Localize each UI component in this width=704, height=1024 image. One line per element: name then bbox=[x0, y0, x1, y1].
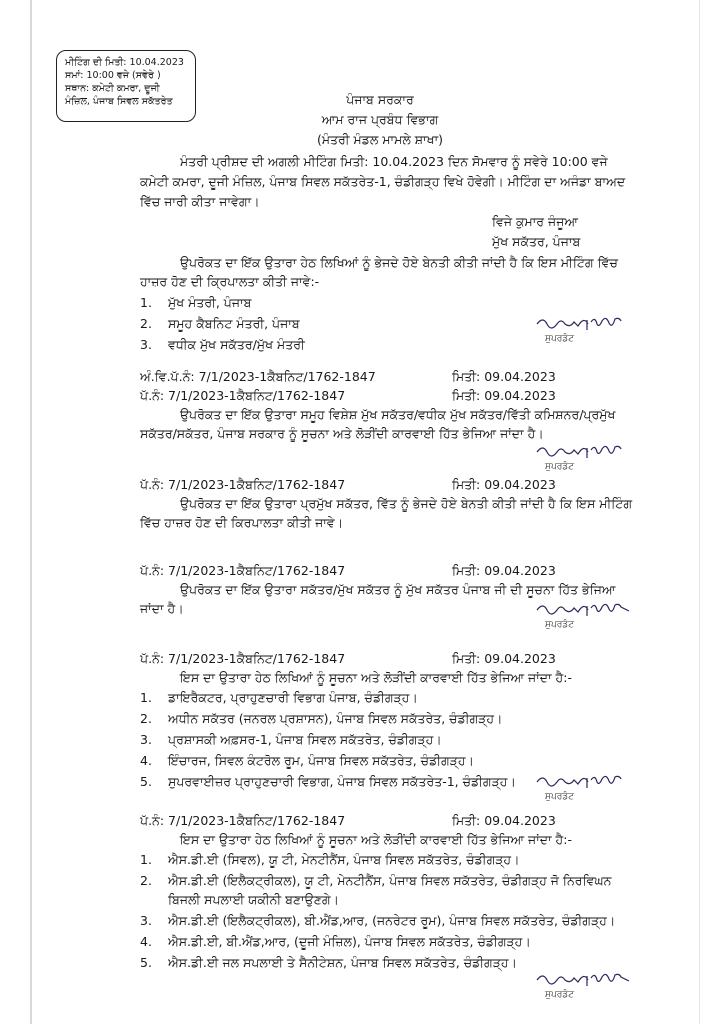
section3-date: ਮਿਤੀ: 09.04.2023 bbox=[452, 477, 556, 492]
document-header bbox=[280, 90, 480, 150]
section5-ref: ਪੱ.ਨੰ: 7/1/2023-1ਕੈਬਨਿਟ/1762-1847 bbox=[140, 651, 346, 666]
list-item: 5. ਐਸ.ਡੀ.ਈ ਜਲ ਸਪਲਾਈ ਤੇ ਸੈਨੀਟੇਸ਼ਨ, ਪੰਜਾਬ ਸਿਵਲ ਸਕੱਤਰੇਤ, ਚੰਡੀਗੜ੍ਹ। bbox=[140, 955, 517, 970]
section2-ref-1: ਅੰ.ਵਿ.ਪੱ.ਨੰ: 7/1/2023-1ਕੈਬਨਿਟ/1762-1847 bbox=[140, 369, 376, 384]
section2-date-2: ਮਿਤੀ: 09.04.2023 bbox=[452, 388, 556, 403]
header-government: ਪੰਜਾਬ ਸਰਕਾਰ bbox=[346, 92, 414, 107]
section5-date: ਮਿਤੀ: 09.04.2023 bbox=[452, 651, 556, 666]
section2-date-1: ਮਿਤੀ: 09.04.2023 bbox=[452, 369, 556, 384]
meeting-info-box bbox=[56, 50, 196, 122]
list-item: 5. ਸੁਪਰਵਾਈਜ਼ਰ ਪ੍ਰਾਹੁਣਚਾਰੀ ਵਿਭਾਗ, ਪੰਜਾਬ ਸਿਵਲ ਸਕੱਤਰੇਤ-1, ਚੰਡੀਗੜ੍ਹ। bbox=[140, 774, 516, 789]
list-item: 3. ਐਸ.ਡੀ.ਈ (ਇਲੈਕਟ੍ਰੀਕਲ), ਬੀ.ਐਂਡ,ਆਰ, (ਜਨਰੇਟਰ ਰੂਮ), ਪੰਜਾਬ ਸਿਵਲ ਸਕੱਤਰੇਤ, ਚੰਡੀਗੜ੍ਹ। bbox=[140, 913, 616, 928]
section3-line-2: ਵਿੱਚ ਹਾਜ਼ਰ ਹੋਣ ਦੀ ਕਿਰਪਾਲਤਾ ਕੀਤੀ ਜਾਵੇ। bbox=[140, 515, 344, 530]
header-branch: (ਮੰਤਰੀ ਮੰਡਲ ਮਾਮਲੇ ਸ਼ਾਖਾ) bbox=[316, 132, 444, 147]
superintendent-label: ਸੁਪਰਡੰਟ bbox=[545, 334, 574, 344]
section2-ref-2: ਪੱ.ਨੰ: 7/1/2023-1ਕੈਬਨਿਟ/1762-1847 bbox=[140, 388, 346, 403]
section5-line-1: ਇਸ ਦਾ ਉਤਾਰਾ ਹੇਠ ਲਿਖਿਆਂ ਨੂੰ ਸੂਚਨਾ ਅਤੇ ਲੋੜੀਂਦੀ ਕਾਰਵਾਈ ਹਿੱਤ ਭੇਜਿਆ ਜਾਂਦਾ ਹੈ:- bbox=[180, 670, 572, 685]
superintendent-label: ਸੁਪਰਡੰਟ bbox=[545, 462, 574, 472]
section1-line-1: ਉਪਰੋਕਤ ਦਾ ਇੱਕ ਉਤਾਰਾ ਹੇਠ ਲਿਖਿਆਂ ਨੂੰ ਭੇਜਦੇ ਹੋਏ ਬੇਨਤੀ ਕੀਤੀ ਜਾਂਦੀ ਹੈ ਕਿ ਇਸ ਮੀਟਿੰਗ ਵਿੱਚ bbox=[180, 255, 618, 270]
intro-line-1: ਮੰਤਰੀ ਪ੍ਰੀਸ਼ਦ ਦੀ ਅਗਲੀ ਮੀਟਿੰਗ ਮਿਤੀ: 10.04.2023 ਦਿਨ ਸੋਮਵਾਰ ਨੂੰ ਸਵੇਰੇ 10:00 ਵਜੇ bbox=[180, 154, 608, 169]
section6-ref: ਪੱ.ਨੰ: 7/1/2023-1ਕੈਬਨਿਟ/1762-1847 bbox=[140, 813, 346, 828]
list-item: 1. ਮੁੱਖ ਮੰਤਰੀ, ਪੰਜਾਬ bbox=[140, 295, 252, 310]
header-department: ਆਮ ਰਾਜ ਪ੍ਰਬੰਧ ਵਿਭਾਗ bbox=[321, 112, 439, 127]
list-item: 2. ਐਸ.ਡੀ.ਈ (ਇਲੈਕਟ੍ਰੀਕਲ), ਯੂ ਟੀ, ਮੇਨਟੀਨੈਂਸ, ਪੰਜਾਬ ਸਿਵਲ ਸਕੱਤਰੇਤ, ਚੰਡੀਗੜ੍ਹ ਜੋ ਨਿਰਵਿਘਨ bbox=[140, 873, 612, 888]
meeting-time: ਸਮਾਂ: 10:00 ਵਜੇ (ਸਵੇਰੇ ) bbox=[65, 70, 161, 81]
section3-line-1: ਉਪਰੋਕਤ ਦਾ ਇੱਕ ਉਤਾਰਾ ਪ੍ਰਮੁੱਖ ਸਕੱਤਰ, ਵਿੱਤ ਨੂੰ ਭੇਜਦੇ ਹੋਏ ਬੇਨਤੀ ਕੀਤੀ ਜਾਂਦੀ ਹੈ ਕਿ ਇਸ ਮੀਟਿੰਗ bbox=[180, 496, 633, 511]
list-item: 1. ਡਾਇਰੈਕਟਰ, ਪ੍ਰਾਹੁਣਚਾਰੀ ਵਿਭਾਗ ਪੰਜਾਬ, ਚੰਡੀਗੜ੍ਹ। bbox=[140, 690, 418, 705]
list-item: 1. ਐਸ.ਡੀ.ਈ (ਸਿਵਲ), ਯੂ ਟੀ, ਮੇਨਟੀਨੈਂਸ, ਪੰਜਾਬ ਸਿਵਲ ਸਕੱਤਰੇਤ, ਚੰਡੀਗੜ੍ਹ। bbox=[140, 852, 520, 867]
page-left-edge bbox=[30, 0, 32, 1024]
superintendent-label: ਸੁਪਰਡੰਟ bbox=[545, 620, 574, 630]
meeting-date: ਮੀਟਿੰਗ ਦੀ ਮਿਤੀ: 10.04.2023 bbox=[65, 57, 184, 68]
superintendent-label: ਸੁਪਰਡੰਟ bbox=[545, 792, 574, 802]
superintendent-label: ਸੁਪਰਡੰਟ bbox=[545, 990, 574, 1000]
intro-line-2: ਕਮੇਟੀ ਕਮਰਾ, ਦੂਜੀ ਮੰਜ਼ਿਲ, ਪੰਜਾਬ ਸਿਵਲ ਸਕੱਤਰੇਤ-1, ਚੰਡੀਗੜ੍ਹ ਵਿਖੇ ਹੋਵੇਗੀ। ਮੀਟਿੰਗ ਦਾ ਅਜੰਡਾ ਬਾਅਦ bbox=[140, 174, 626, 189]
section4-ref: ਪੱ.ਨੰ: 7/1/2023-1ਕੈਬਨਿਟ/1762-1847 bbox=[140, 563, 346, 578]
list-item-cont: ਬਿਜਲੀ ਸਪਲਾਈ ਯਕੀਨੀ ਬਣਾਉਣਗੇ। bbox=[168, 892, 339, 907]
list-item: 2. ਸਮੂਹ ਕੈਬਨਿਟ ਮੰਤਰੀ, ਪੰਜਾਬ bbox=[140, 316, 300, 331]
list-item: 3. ਵਧੀਕ ਮੁੱਖ ਸਕੱਤਰ/ਮੁੱਖ ਮੰਤਰੀ bbox=[140, 337, 305, 352]
section1-line-2: ਹਾਜ਼ਰ ਹੋਣ ਦੀ ਕ੍ਰਿਪਾਲਤਾ ਕੀਤੀ ਜਾਵੇ:- bbox=[140, 274, 320, 289]
section6-date: ਮਿਤੀ: 09.04.2023 bbox=[452, 813, 556, 828]
section2-line-2: ਸਕੱਤਰ/ਸਕੱਤਰ, ਪੰਜਾਬ ਸਰਕਾਰ ਨੂੰ ਸੂਚਨਾ ਅਤੇ ਲੋੜੀਂਦੀ ਕਾਰਵਾਈ ਹਿੱਤ ਭੇਜਿਆ ਜਾਂਦਾ ਹੈ। bbox=[140, 426, 544, 441]
signatory-title: ਮੁੱਖ ਸਕੱਤਰ, ਪੰਜਾਬ bbox=[492, 234, 581, 249]
page-right-edge bbox=[699, 0, 700, 1024]
meeting-venue: ਸਥਾਨ: ਕਮੇਟੀ ਕਮਰਾ, ਦੂਜੀ bbox=[65, 83, 160, 94]
list-item: 3. ਪ੍ਰਸ਼ਾਸਕੀ ਅਫ਼ਸਰ-1, ਪੰਜਾਬ ਸਿਵਲ ਸਕੱਤਰੇਤ, ਚੰਡੀਗੜ੍ਹ। bbox=[140, 732, 442, 747]
section4-line-2: ਜਾਂਦਾ ਹੈ। bbox=[140, 601, 184, 616]
signatory-name: ਵਿਜੇ ਕੁਮਾਰ ਜੰਜੂਆ bbox=[492, 214, 578, 229]
section4-line-1: ਉਪਰੋਕਤ ਦਾ ਇੱਕ ਉਤਾਰਾ ਸਕੱਤਰ/ਮੁੱਖ ਸਕੱਤਰ ਨੂੰ ਮੁੱਖ ਸਕੱਤਰ ਪੰਜਾਬ ਜੀ ਦੀ ਸੂਚਨਾ ਹਿੱਤ ਭੇਜਿਆ bbox=[180, 582, 616, 597]
list-item: 4. ਇੰਚਾਰਜ, ਸਿਵਲ ਕੰਟਰੋਲ ਰੂਮ, ਪੰਜਾਬ ਸਿਵਲ ਸਕੱਤਰੇਤ, ਚੰਡੀਗੜ੍ਹ। bbox=[140, 753, 474, 768]
intro-line-3: ਵਿੱਚ ਜਾਰੀ ਕੀਤਾ ਜਾਵੇਗਾ। bbox=[140, 194, 260, 209]
list-item: 2. ਅਧੀਨ ਸਕੱਤਰ (ਜਨਰਲ ਪ੍ਰਸ਼ਾਸਨ), ਪੰਜਾਬ ਸਿਵਲ ਸਕੱਤਰੇਤ, ਚੰਡੀਗੜ੍ਹ। bbox=[140, 711, 503, 726]
list-item: 4. ਐਸ.ਡੀ.ਈ, ਬੀ.ਐਂਡ,ਆਰ, (ਦੂਜੀ ਮੰਜ਼ਿਲ), ਪੰਜਾਬ ਸਿਵਲ ਸਕੱਤਰੇਤ, ਚੰਡੀਗੜ੍ਹ। bbox=[140, 934, 531, 949]
section2-line-1: ਉਪਰੋਕਤ ਦਾ ਇੱਕ ਉਤਾਰਾ ਸਮੂਹ ਵਿਸ਼ੇਸ਼ ਮੁੱਖ ਸਕੱਤਰ/ਵਧੀਕ ਮੁੱਖ ਸਕੱਤਰ/ਵਿੱਤੀ ਕਮਿਸ਼ਨਰ/ਪ੍ਰਮੁੱਖ bbox=[180, 407, 616, 422]
meeting-venue-cont: ਮੰਜ਼ਿਲ, ਪੰਜਾਬ ਸਿਵਲ ਸਕੱਤਰੇਤ bbox=[65, 96, 173, 107]
section6-line-1: ਇਸ ਦਾ ਉਤਾਰਾ ਹੇਠ ਲਿਖਿਆਂ ਨੂੰ ਸੂਚਨਾ ਅਤੇ ਲੋੜੀਂਦੀ ਕਾਰਵਾਈ ਹਿੱਤ ਭੇਜਿਆ ਜਾਂਦਾ ਹੈ:- bbox=[180, 832, 572, 847]
section4-date: ਮਿਤੀ: 09.04.2023 bbox=[452, 563, 556, 578]
section3-ref: ਪੱ.ਨੰ: 7/1/2023-1ਕੈਬਨਿਟ/1762-1847 bbox=[140, 477, 346, 492]
